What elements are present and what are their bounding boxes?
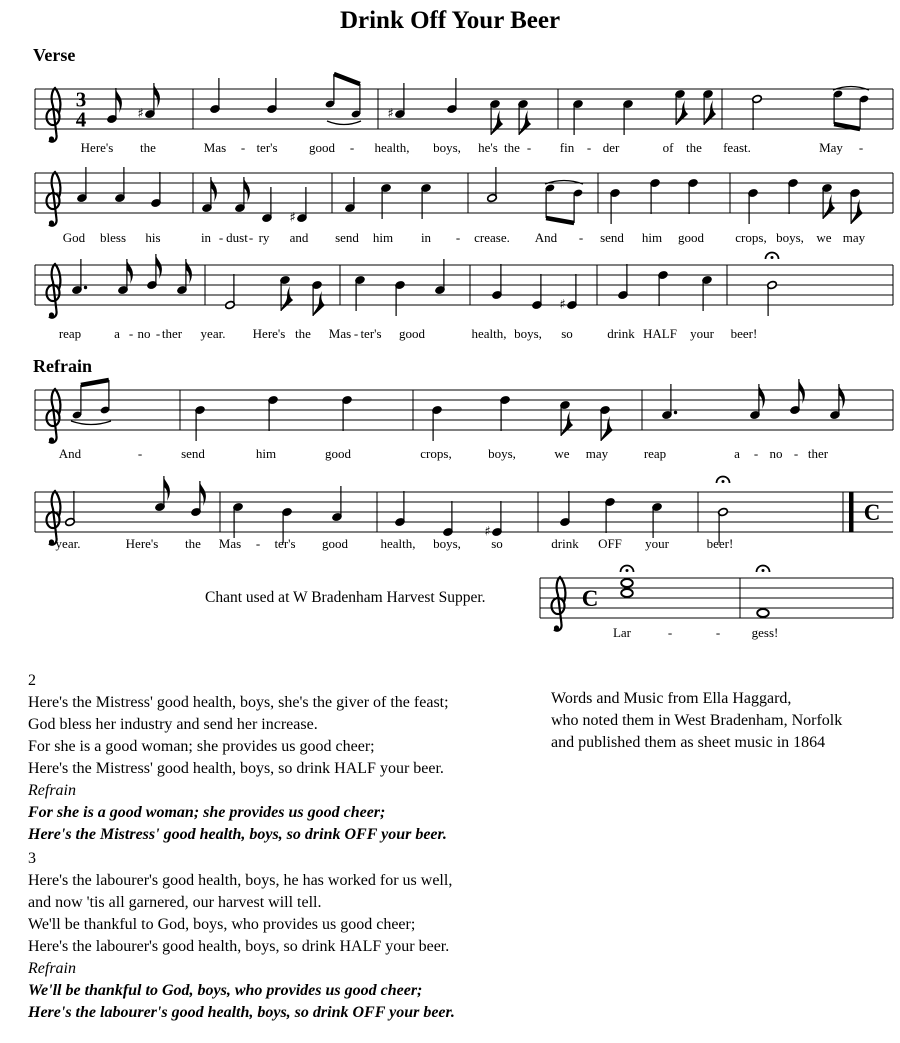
note [788, 178, 799, 214]
note [262, 187, 273, 223]
lyric-syllable: crease. [474, 230, 510, 245]
note [332, 486, 343, 522]
note [155, 476, 170, 512]
lyric-syllable: And [58, 446, 82, 461]
note [560, 400, 573, 436]
note [850, 188, 863, 224]
common-time-icon: C [863, 500, 881, 525]
lyric-syllable: year. [200, 326, 226, 341]
caption: Chant used at W Bradenham Harvest Supper. [205, 589, 486, 606]
note [268, 395, 279, 431]
note [822, 183, 835, 219]
note [151, 172, 162, 208]
note [752, 94, 763, 130]
lyric-syllable: no [769, 446, 783, 461]
lyric-syllable: - [218, 230, 224, 245]
lyric-syllable: so [561, 326, 573, 341]
sharp-icon: ♯ [289, 210, 296, 226]
note [147, 254, 162, 290]
note [623, 99, 634, 135]
verse-line: We'll be thankful to God, boys, who provides us good cheer; [28, 982, 423, 999]
verse-line: We'll be thankful to God, boys, who provides us good cheer; [28, 916, 416, 933]
verse-staff-1 [35, 74, 893, 155]
note [381, 183, 392, 219]
note [195, 405, 206, 441]
lyric-syllable: - [455, 230, 461, 245]
lyric-syllable: send [335, 230, 359, 245]
lyric-syllable: good [399, 326, 425, 341]
lyric-syllable: boys, [514, 326, 542, 341]
lyric-syllable: Here's [125, 536, 159, 551]
note [830, 384, 845, 420]
lyric-syllable: good [309, 140, 335, 155]
lyric-syllable: we [554, 446, 570, 461]
verse-line: and now 'tis all garnered, our harvest will tell. [28, 894, 322, 911]
verse-line: Here's the Mistress' good health, boys, so drink HALF your beer. [28, 760, 444, 777]
lyric-syllable: - [858, 140, 864, 155]
lyric-syllable: - [255, 536, 261, 551]
note [235, 177, 250, 213]
lyric-syllable: - [793, 446, 799, 461]
note [312, 280, 325, 316]
sharp-icon: ♯ [137, 106, 144, 122]
verse-line: Here's the Mistress' good health, boys, so drink OFF your beer. [28, 826, 447, 843]
lyric-syllable: may [585, 446, 609, 461]
note [652, 502, 663, 538]
refrain-section-label: Refrain [33, 356, 92, 376]
note [447, 78, 458, 114]
note [395, 280, 406, 316]
lyric-syllable: dust [226, 230, 248, 245]
note [443, 501, 454, 537]
time-signature: 4 [75, 107, 87, 132]
credit-block [551, 688, 842, 754]
treble-clef-icon [47, 389, 61, 443]
lyric-syllable: - [240, 140, 246, 155]
note [573, 99, 584, 135]
lyric-syllable: - [128, 326, 134, 341]
lyric-syllable: der [602, 140, 620, 155]
lyric-syllable: HALF [643, 326, 677, 341]
lyric-syllable: feast. [723, 140, 751, 155]
treble-clef-icon [47, 264, 61, 318]
note [355, 275, 366, 311]
note [675, 89, 688, 125]
note [757, 609, 769, 617]
lyric-syllable: drink [607, 326, 635, 341]
treble-clef-icon [47, 88, 61, 142]
note [500, 395, 511, 431]
lyric-syllable: Here's [252, 326, 286, 341]
lyric-syllable: him [641, 230, 663, 245]
lyric-syllable: crops, [735, 230, 767, 245]
note [77, 167, 88, 203]
lyric-syllable: the [295, 326, 311, 341]
lyric-syllable: boys, [776, 230, 804, 245]
lyric-syllable: God [62, 230, 86, 245]
lyric-syllable: boys, [488, 446, 516, 461]
note [432, 405, 443, 441]
note [177, 259, 192, 295]
note [610, 188, 621, 224]
verse-line: Refrain [28, 782, 76, 799]
lyric-syllable: in [200, 230, 212, 245]
note [703, 89, 716, 125]
lyric-syllable: boys, [433, 536, 461, 551]
verse-line: Refrain [28, 960, 76, 977]
verse-section-label: Verse [33, 45, 76, 65]
lyric-syllable: health, [380, 536, 416, 551]
refrain-staff-2 [35, 476, 893, 551]
credit-line: Words and Music from Ella Haggard, [551, 690, 792, 707]
verse-line: Here's the labourer's good health, boys, so drink OFF your beer. [28, 1004, 455, 1021]
lyric-syllable: the [140, 140, 156, 155]
sharp-icon: ♯ [559, 297, 566, 313]
verse-line: Here's the labourer's good health, boys, he has worked for us well, [28, 872, 453, 889]
lyric-syllable: Mas [203, 140, 227, 155]
lyric-syllable: him [372, 230, 394, 245]
lyric-syllable: drink [551, 536, 579, 551]
note [484, 501, 502, 540]
note [225, 274, 236, 310]
note [518, 99, 531, 135]
lyric-syllable: health, [471, 326, 507, 341]
note [342, 395, 353, 431]
note [532, 274, 543, 310]
note [605, 497, 616, 533]
note [233, 502, 244, 538]
note [280, 275, 293, 311]
note [267, 78, 278, 114]
note [767, 280, 778, 316]
fermata-icon [621, 566, 634, 573]
lyric-syllable: - [715, 625, 721, 640]
lyric-syllable: bless [100, 230, 126, 245]
lyric-syllable: - [526, 140, 532, 155]
lyric-syllable: good [325, 446, 351, 461]
note [487, 167, 498, 203]
lyric-syllable: good [678, 230, 704, 245]
note [750, 384, 765, 420]
lyric-syllable: Here's [80, 140, 114, 155]
verse-staff-3 [35, 253, 893, 341]
lyric-syllable: may [842, 230, 866, 245]
note [435, 259, 446, 295]
lyric-syllable: ter's [360, 326, 382, 341]
lyric-syllable: he's [478, 140, 498, 155]
lyric-syllable: Lar [612, 625, 632, 640]
note [748, 188, 759, 224]
note [618, 264, 629, 300]
verse-3-block [28, 848, 455, 1024]
lyric-syllable: ther [161, 326, 183, 341]
lyric-syllable: him [255, 446, 277, 461]
lyric-syllable: year. [55, 536, 81, 551]
lyric-syllable: good [322, 536, 348, 551]
note [688, 178, 699, 214]
note [790, 379, 805, 415]
note [600, 405, 613, 441]
fermata-icon [757, 566, 770, 573]
lyric-syllable: your [645, 536, 669, 551]
lyric-syllable: the [185, 536, 201, 551]
lyric-syllable: reap [58, 326, 82, 341]
verse-line: For she is a good woman; she provides us good cheer; [28, 804, 386, 821]
note [395, 491, 406, 527]
note [621, 579, 633, 587]
page-title: Drink Off Your Beer [339, 7, 561, 34]
lyric-syllable: boys, [433, 140, 461, 155]
lyric-syllable: a [734, 446, 740, 461]
note [702, 275, 713, 311]
verse-line: God bless her industry and send her increase. [28, 716, 318, 733]
lyric-syllable: a [114, 326, 120, 341]
note [421, 183, 432, 219]
lyric-syllable: the [504, 140, 520, 155]
lyric-syllable: Mas [328, 326, 352, 341]
lyric-syllable: beer! [706, 536, 734, 551]
lyric-syllable: we [816, 230, 832, 245]
lyric-syllable: - [155, 326, 161, 341]
lyric-syllable: crops, [420, 446, 452, 461]
lyric-syllable: health, [374, 140, 410, 155]
lyric-syllable: ry [258, 230, 270, 245]
treble-clef-icon [552, 577, 566, 631]
note [345, 177, 356, 213]
lyric-syllable: ther [807, 446, 829, 461]
lyric-syllable: beer! [730, 326, 758, 341]
lyric-syllable: your [690, 326, 714, 341]
credit-line: and published them as sheet music in 1864 [551, 734, 826, 751]
lyric-syllable: his [145, 230, 161, 245]
verse-line: Here's the Mistress' good health, boys, she's the giver of the feast; [28, 694, 449, 711]
slur-icon [327, 121, 361, 125]
lyric-syllable: May [819, 140, 843, 155]
verse-number: 2 [28, 672, 36, 689]
note [107, 88, 122, 124]
lyric-syllable: no [137, 326, 151, 341]
note [65, 491, 76, 527]
treble-clef-icon [47, 172, 61, 226]
lyric-syllable: - [578, 230, 584, 245]
verse-line: Here's the labourer's good health, boys, so drink HALF your beer. [28, 938, 450, 955]
lyric-syllable: in [420, 230, 432, 245]
note [118, 259, 133, 295]
lyric-syllable: ter's [274, 536, 296, 551]
fermata-icon [766, 253, 779, 259]
lyric-syllable: of [662, 140, 674, 155]
note [650, 178, 661, 214]
lyric-syllable: the [686, 140, 702, 155]
note [490, 99, 503, 135]
note [202, 177, 217, 213]
lyric-syllable: and [289, 230, 309, 245]
sharp-icon: ♯ [387, 106, 394, 122]
lyric-syllable: - [586, 140, 592, 155]
lyric-syllable: so [491, 536, 503, 551]
sharp-icon: ♯ [484, 524, 491, 540]
lyric-syllable: ter's [256, 140, 278, 155]
note [191, 481, 206, 517]
note [621, 589, 633, 597]
lyric-syllable: - [667, 625, 673, 640]
fermata-icon [717, 477, 730, 484]
lyric-syllable: - [353, 326, 359, 341]
largess-staff [540, 566, 893, 641]
lyric-syllable: reap [643, 446, 667, 461]
verse-2-block [28, 670, 449, 846]
lyric-syllable: send [181, 446, 205, 461]
lyric-syllable: - [137, 446, 143, 461]
verse-number: 3 [28, 850, 36, 867]
lyric-syllable: - [753, 446, 759, 461]
note [492, 264, 503, 300]
time-signature: 3 [75, 87, 87, 112]
lyric-syllable: fin [559, 140, 575, 155]
lyric-syllable: - [349, 140, 355, 155]
note [72, 259, 88, 295]
common-time-icon: C [581, 586, 599, 611]
lyric-syllable: - [248, 230, 254, 245]
note [115, 167, 126, 203]
verse-line: For she is a good woman; she provides us good cheer; [28, 738, 375, 755]
refrain-staff-1 [35, 379, 893, 461]
lyric-syllable: gess! [751, 625, 779, 640]
slur-icon [71, 421, 111, 425]
note [662, 384, 678, 420]
note [210, 78, 221, 114]
credit-line: who noted them in West Bradenham, Norfolk [551, 712, 843, 729]
lyric-syllable: OFF [598, 536, 622, 551]
lyric-syllable: Mas [218, 536, 242, 551]
verse-staff-2 [35, 167, 893, 245]
note [560, 491, 571, 527]
lyric-syllable: And [534, 230, 558, 245]
note [658, 270, 669, 306]
lyric-syllable: send [600, 230, 624, 245]
note [559, 274, 577, 313]
